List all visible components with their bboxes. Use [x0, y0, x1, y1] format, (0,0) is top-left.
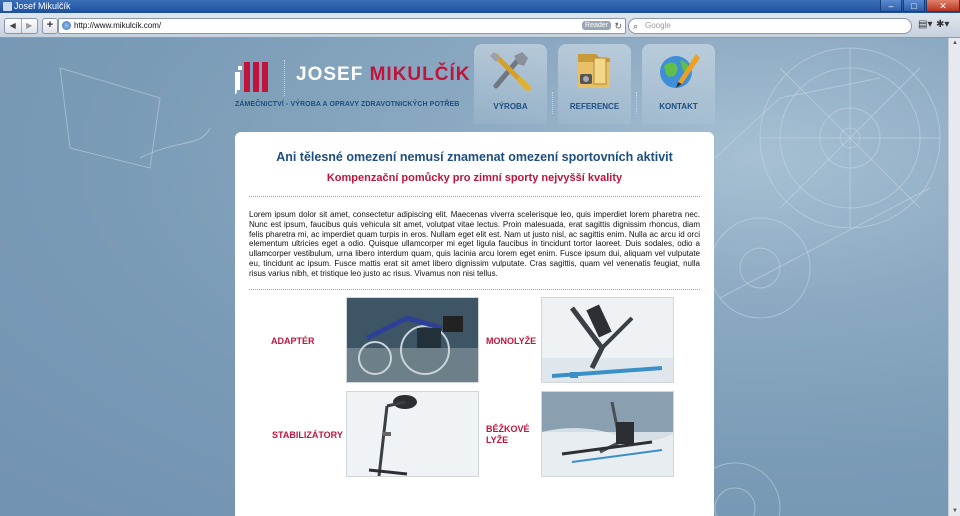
logo-icon — [235, 60, 273, 94]
reload-icon[interactable]: ↻ — [614, 21, 622, 31]
favicon-icon — [3, 2, 12, 11]
tagline: ZÁMEČNICTVÍ - VÝROBA A OPRAVY ZDRAVOTNICKÝCH POTŘEB — [235, 101, 460, 108]
product-label-monolyze[interactable]: MONOLYŽE — [486, 336, 537, 346]
product-label-stabilizatory[interactable]: STABILIZÁTORY — [272, 430, 343, 440]
nav-label: REFERENCE — [569, 102, 620, 111]
nav-label: VÝROBA — [493, 102, 528, 111]
minimize-icon[interactable]: – — [880, 0, 902, 12]
address-bar[interactable] — [58, 18, 626, 34]
adapter-photo[interactable] — [346, 297, 479, 383]
page-subheadline: Kompenzační pomůcky pro zimní sporty nejvyšší kvality — [326, 172, 623, 184]
product-label-line: LYŽE — [486, 435, 509, 445]
brand-last-name: MIKULČÍK — [369, 64, 471, 85]
browser-toolbar — [0, 13, 960, 38]
gear-icon[interactable]: ✱▾ — [936, 19, 950, 30]
search-input[interactable] — [628, 18, 912, 34]
window-title: Josef Mikulčík — [14, 1, 71, 11]
nav-tab-kontakt[interactable] — [642, 44, 715, 124]
maximize-icon[interactable]: □ — [903, 0, 925, 12]
nav-divider — [636, 92, 638, 114]
scroll-down-icon[interactable]: ▼ — [952, 508, 958, 514]
close-icon[interactable]: ✕ — [926, 0, 960, 12]
back-forward-buttons — [4, 18, 38, 34]
product-label-bezkove-lyze[interactable] — [486, 424, 530, 446]
window-titlebar — [0, 0, 960, 13]
scroll-up-icon[interactable]: ▲ — [952, 40, 958, 46]
window-controls — [879, 0, 960, 13]
add-bookmark-button[interactable]: + — [42, 18, 58, 34]
url-text[interactable]: http://www.mikulcik.com/ — [74, 21, 162, 30]
product-label-adapter[interactable]: ADAPTÉR — [271, 336, 315, 346]
nav-tab-vyroba[interactable] — [474, 44, 547, 124]
tools-icon — [488, 48, 532, 92]
forward-icon[interactable]: ▶ — [21, 19, 38, 33]
search-placeholder: Google — [645, 21, 671, 30]
search-icon: ⌕ — [633, 21, 639, 31]
brand-name[interactable] — [296, 64, 470, 86]
nav-label: KONTAKT — [659, 102, 698, 111]
logo-divider — [284, 60, 286, 96]
page-headline: Ani tělesné omezení nemusí znamenat omezení sportovních aktivit — [276, 150, 673, 164]
nav-tab-reference[interactable] — [558, 44, 631, 124]
folder-icon — [572, 48, 616, 92]
content-panel — [235, 132, 714, 516]
bezkove-lyze-photo[interactable] — [541, 391, 674, 477]
intro-paragraph: Lorem ipsum dolor sit amet, consectetur adipiscing elit. Maecenas viverra scelerisque leo, quis imperdiet lorem pharetra nec. Nunc est ipsum, faucibus quis vehicula sit amet, volutpat vitae lectus. Proin malesuada, erat sagittis dignissim rhoncus, diam felis pharetra mi, ac imperdiet quam turpis in eros. Nullam eget elit est. Nam ut justo nisl, ac sagittis enim. Nulla ac arcu id orci elementum ultricies eget a odio. Quisque ullamcorper mi eget ligula faucibus in tincidunt tortor laoreet. Duis sodales, odio a ullamcorper vestibulum, urna libero interdum quam, quis lacinia arcu lorem eget enim. Fusce ipsum dui, aliquam vel vulputate eu, tincidunt ac ipsum. Fusce mattis erat sit amet libero dignissim vulputate. Cras sagittis, quam vel venenatis feugiat, nulla risus varius nibh, et tristique leo justo ac risus. Vivamus non nisi tellus. — [249, 210, 700, 278]
reader-button[interactable]: Reader — [582, 21, 611, 30]
monolyze-photo[interactable] — [541, 297, 674, 383]
dotted-divider — [249, 196, 700, 197]
globe-icon — [62, 21, 71, 30]
back-icon[interactable]: ◀ — [9, 21, 16, 30]
page-viewport — [0, 38, 948, 516]
brand-first-name: JOSEF — [296, 64, 364, 85]
dotted-divider — [249, 289, 700, 290]
globe-pencil-icon — [656, 48, 700, 92]
product-label-line: BĚŽKOVÉ — [486, 424, 530, 434]
vertical-scrollbar[interactable] — [948, 38, 960, 516]
nav-divider — [552, 92, 554, 114]
stabilizatory-photo[interactable] — [346, 391, 479, 477]
page-menu-icon[interactable]: ▤▾ — [918, 19, 933, 30]
